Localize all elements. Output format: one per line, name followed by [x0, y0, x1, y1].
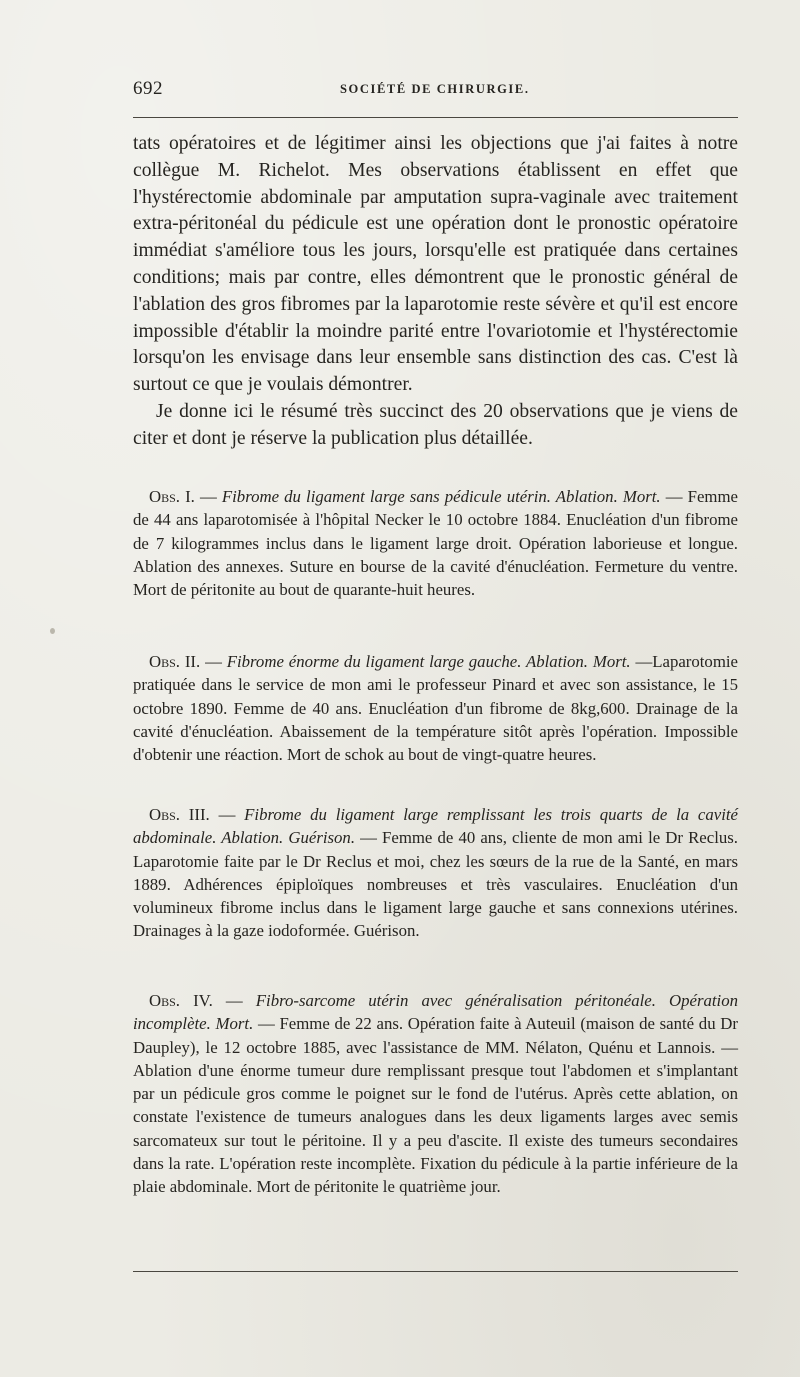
- observation-label: Obs. II.: [149, 652, 201, 671]
- running-title: SOCIÉTÉ DE CHIRURGIE.: [340, 82, 530, 96]
- observation-title: Fibrome du ligament large remplissant les trois quarts de la cavité abdominale. Ablation. Guérison.: [133, 805, 738, 848]
- observation-body: Laparotomie pratiquée dans le service de mon ami le professeur Pinard et avec son assistance, le 15 octobre 1890. Femme de 40 ans. Enucléation d'un fibrome de 8kg,600. Drainage de la cavité d'énucléation. Abaissement de la température sitôt après l'opération. Impossible d'obtenir une réaction. Mort de schok au bout de vingt-quatre heures.: [133, 652, 738, 765]
- observation-title: Fibrome du ligament large sans pédicule utérin. Ablation. Mort.: [221, 487, 661, 506]
- page-header: [133, 78, 738, 102]
- observation-title: Fibro-sarcome utérin avec généralisation péritonéale. Opération incomplète. Mort.: [133, 991, 738, 1034]
- footer-rule: [133, 1271, 738, 1272]
- ink-spot: [50, 628, 55, 634]
- observation-1: [133, 485, 738, 601]
- em-dash: —: [225, 991, 243, 1010]
- observation-label: Obs. I.: [149, 487, 195, 506]
- observation-3: [133, 803, 738, 943]
- em-dash: —: [218, 805, 236, 824]
- observation-body: Femme de 44 ans laparotomisée à l'hôpital Necker le 10 octobre 1884. Enucléation d'un fibrome de 7 kilogrammes inclus dans le ligament large droit. Opération laborieuse et longue. Ablation des annexes. Suture en bourse de la cavité d'énucléation. Fermeture du ventre. Mort de péritonite au bout de quarante-huit heures.: [133, 487, 738, 600]
- observation-label: Obs. IV.: [149, 991, 213, 1010]
- em-dash: —: [257, 1014, 275, 1034]
- page-number: 692: [133, 78, 163, 99]
- header-rule: [133, 117, 738, 118]
- intro-text: [133, 131, 738, 453]
- observation-title: Fibrome énorme du ligament large gauche. Ablation. Mort.: [226, 652, 631, 671]
- observation-label: Obs. III.: [149, 805, 210, 824]
- intro-paragraph: Je donne ici le résumé très succinct des 20 observations que je viens de citer et dont je réserve la publication plus détaillée.: [133, 400, 738, 449]
- em-dash: —: [360, 828, 377, 848]
- observation-2: [133, 650, 738, 766]
- em-dash: —: [665, 487, 683, 506]
- observation-body: Femme de 40 ans, cliente de mon ami le Dr Reclus. Laparotomie faite par le Dr Reclus et moi, chez les sœurs de la rue de la Santé, en mars 1889. Adhérences épiploïques nombreuses et très vasculaires. Enucléation d'un volumineux fibrome inclus dans le ligament large gauche et sans connexions utérines. Drainages à la gaze iodoformée. Guérison.: [133, 828, 738, 941]
- intro-paragraph: tats opératoires et de légitimer ainsi les objections que j'ai faites à notre collègue M. Richelot. Mes observations établissent en effet que l'hystérectomie abdominale par amputation supra-vaginale avec traitement extra-péritonéal du pédicule est une opération dont le pronostic opératoire immédiat s'améliore tous les jours, lorsqu'elle est pratiquée dans certaines conditions; mais par contre, elles démontrent que le pronostic général de l'ablation des gros fibromes par la laparotomie reste sévère et qu'il est encore impossible d'établir la moindre parité entre l'ovariotomie et l'hystérectomie lorsqu'on les envisage dans leur ensemble sans distinction des cas. C'est là surtout ce que je voulais démontrer.: [133, 133, 738, 396]
- em-dash: —: [635, 652, 653, 671]
- observation-body: Femme de 22 ans. Opération faite à Auteuil (maison de santé du Dr Daupley), le 12 octobre 1885, avec l'assistance de MM. Nélaton, Quénu et Lannois. — Ablation d'une énorme tumeur dure remplissant presque tout l'abdomen et s'implantant par un pédicule gros comme le poignet sur le fond de l'utérus. Après cette ablation, on constate l'existence de tumeurs analogues dans les deux ligaments larges avec semis sarcomateux sur tout le péritoine. Il y a peu d'ascite. Il existe des tumeurs secondaires dans la rate. L'opération reste incomplète. Fixation du pédicule à la partie inférieure de la plaie abdominale. Mort de péritonite le quatrième jour.: [133, 1014, 738, 1197]
- em-dash: —: [205, 652, 222, 671]
- observation-4: [133, 989, 738, 1199]
- em-dash: —: [200, 487, 217, 506]
